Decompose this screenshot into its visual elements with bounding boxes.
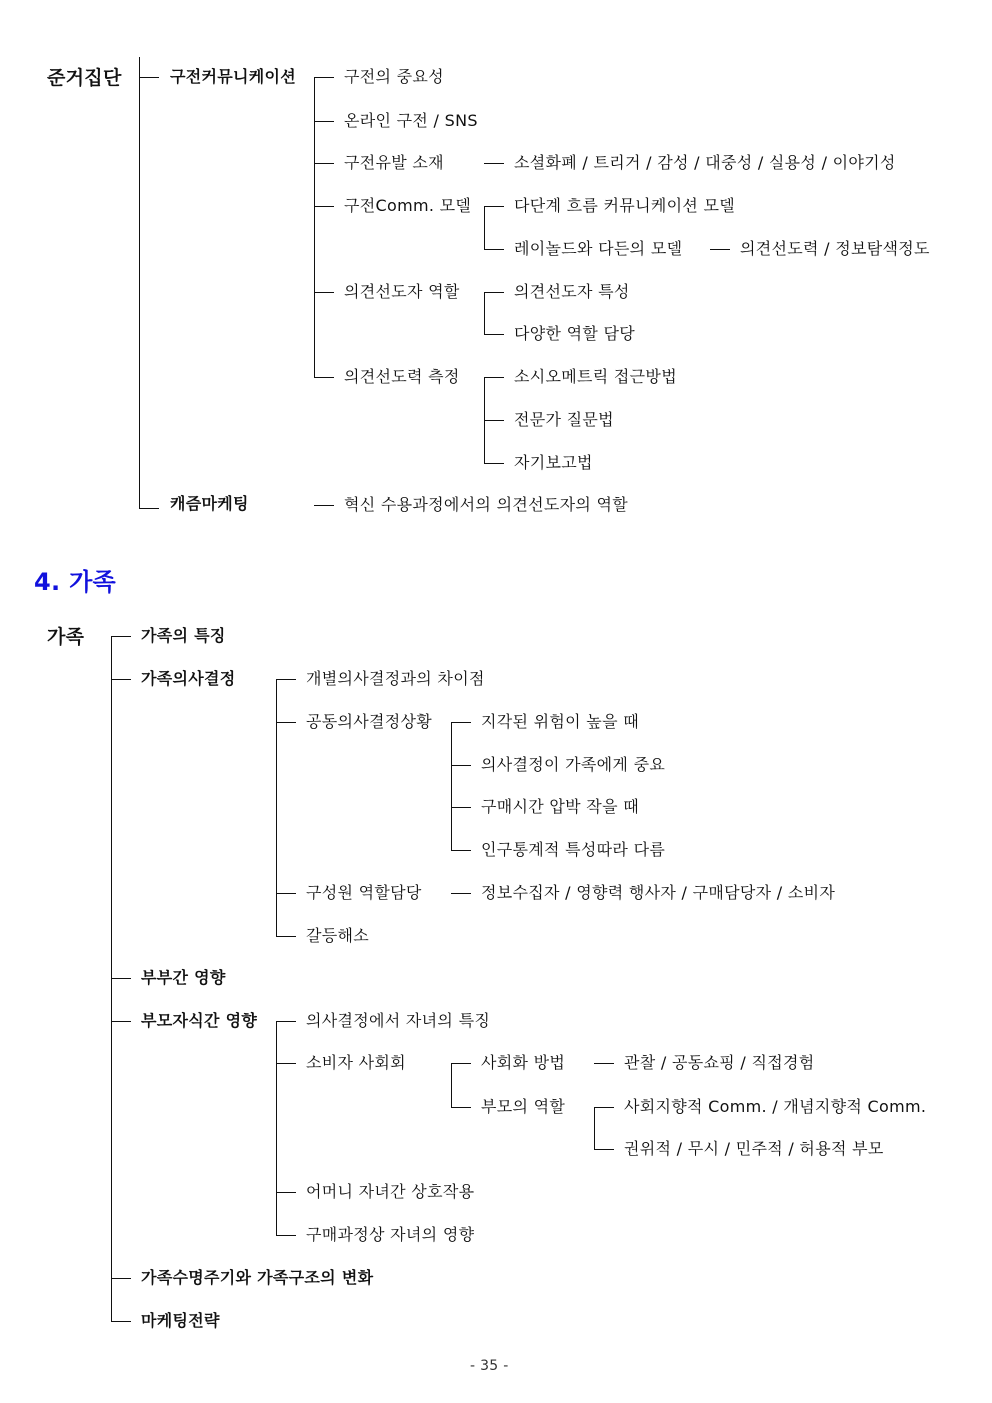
connector	[484, 292, 504, 293]
connector	[451, 722, 471, 723]
node-wom-importance: 구전의 중요성	[344, 67, 444, 86]
node-parenting-styles: 권위적 / 무시 / 민주적 / 허용적 부모	[624, 1139, 884, 1158]
connector	[594, 1149, 614, 1150]
connector	[314, 206, 334, 207]
node-family-features: 가족의 특징	[141, 626, 226, 645]
connector	[139, 508, 159, 509]
connector	[710, 249, 730, 250]
tree-root-family: 가족	[47, 626, 85, 648]
node-chasm-detail: 혁신 수용과정에서의 의견선도자의 역할	[344, 495, 629, 514]
connector	[451, 1063, 471, 1064]
connector	[111, 636, 131, 637]
node-reynolds-detail: 의견선도력 / 정보탐색정도	[740, 239, 930, 258]
connector	[484, 206, 485, 249]
node-member-roles-detail: 정보수집자 / 영향력 행사자 / 구매담당자 / 소비자	[481, 883, 836, 902]
connector	[314, 77, 315, 377]
connector	[276, 1235, 296, 1236]
node-member-roles: 구성원 역할담당	[306, 883, 422, 902]
node-child-purchase-influence: 구매과정상 자녀의 영향	[306, 1225, 475, 1244]
node-marketing-strategy: 마케팅전략	[141, 1311, 220, 1330]
connector	[594, 1107, 595, 1149]
connector	[276, 679, 277, 936]
node-conflict-resolution: 갈등해소	[306, 926, 370, 945]
node-leader-traits: 의견선도자 특성	[514, 282, 630, 301]
page-number: - 35 -	[470, 1358, 509, 1374]
node-child-traits: 의사결정에서 자녀의 특징	[306, 1011, 491, 1030]
connector	[451, 807, 471, 808]
node-family-lifecycle: 가족수명주기와 가족구조의 변화	[141, 1268, 374, 1287]
connector	[111, 978, 131, 979]
section-heading: 4. 가족	[34, 568, 117, 596]
connector	[276, 893, 296, 894]
connector	[139, 57, 140, 508]
node-demographic: 인구통계적 특성따라 다름	[481, 840, 666, 859]
node-self-report: 자기보고법	[514, 453, 593, 472]
node-expert-method: 전문가 질문법	[514, 410, 614, 429]
connector	[139, 77, 159, 78]
node-reynolds-model: 레이놀드와 다든의 모델	[514, 239, 683, 258]
connector	[276, 722, 296, 723]
node-parent-child-influence: 부모자식간 영향	[141, 1011, 258, 1030]
connector	[484, 377, 504, 378]
node-online-wom: 온라인 구전 / SNS	[344, 111, 478, 130]
connector	[314, 292, 334, 293]
connector	[451, 850, 471, 851]
connector	[594, 1063, 614, 1064]
node-consumer-socialization: 소비자 사회회	[306, 1053, 406, 1072]
node-joint-decision: 공동의사결정상황	[306, 712, 433, 731]
node-perceived-risk: 지각된 위험이 높을 때	[481, 712, 639, 731]
node-wom-models: 구전Comm. 모델	[344, 196, 472, 215]
connector	[451, 893, 471, 894]
node-comm-orientation: 사회지향적 Comm. / 개념지향적 Comm.	[624, 1097, 927, 1116]
connector	[111, 1021, 131, 1022]
connector	[484, 292, 485, 334]
node-chasm-marketing: 캐즘마케팅	[170, 494, 249, 513]
connector	[314, 121, 334, 122]
node-wom-triggers: 구전유발 소재	[344, 153, 444, 172]
connector	[484, 163, 504, 164]
connector	[276, 936, 296, 937]
connector	[451, 765, 471, 766]
node-triggers-detail: 소셜화폐 / 트리거 / 감성 / 대중성 / 실용성 / 이야기성	[514, 153, 896, 172]
connector	[484, 420, 504, 421]
connector	[314, 163, 334, 164]
connector	[111, 1321, 131, 1322]
node-multistep-model: 다단계 흐름 커뮤니케이션 모델	[514, 196, 735, 215]
connector	[314, 77, 334, 78]
connector	[314, 505, 334, 506]
node-mother-child: 어머니 자녀간 상호작용	[306, 1182, 475, 1201]
connector	[484, 206, 504, 207]
connector	[484, 334, 504, 335]
node-leader-roles: 다양한 역할 담당	[514, 324, 636, 343]
node-family-decision: 가족의사결정	[141, 669, 236, 688]
connector	[276, 1063, 296, 1064]
node-time-pressure: 구매시간 압박 작을 때	[481, 797, 639, 816]
connector	[451, 1063, 452, 1107]
node-opinion-leader-role: 의견선도자 역할	[344, 282, 460, 301]
node-sociometric: 소시오메트릭 접근방법	[514, 367, 677, 386]
node-socialization-method: 사회화 방법	[481, 1053, 566, 1072]
connector	[276, 679, 296, 680]
connector	[314, 377, 334, 378]
node-individual-difference: 개별의사결정과의 차이점	[306, 669, 485, 688]
connector	[276, 1021, 277, 1235]
connector	[276, 1021, 296, 1022]
connector	[111, 679, 131, 680]
connector	[276, 1192, 296, 1193]
tree-root-reference-group: 준거집단	[47, 67, 122, 89]
connector	[111, 1278, 131, 1279]
node-leadership-measure: 의견선도력 측정	[344, 367, 460, 386]
connector	[594, 1107, 614, 1108]
node-method-detail: 관찰 / 공동쇼핑 / 직접경험	[624, 1053, 815, 1072]
connector	[451, 1107, 471, 1108]
connector	[451, 722, 452, 850]
connector	[484, 249, 504, 250]
node-couple-influence: 부부간 영향	[141, 968, 226, 987]
connector	[484, 463, 504, 464]
node-parent-role: 부모의 역할	[481, 1097, 566, 1116]
node-word-of-mouth: 구전커뮤니케이션	[170, 67, 297, 86]
node-important-decision: 의사결정이 가족에게 중요	[481, 755, 666, 774]
